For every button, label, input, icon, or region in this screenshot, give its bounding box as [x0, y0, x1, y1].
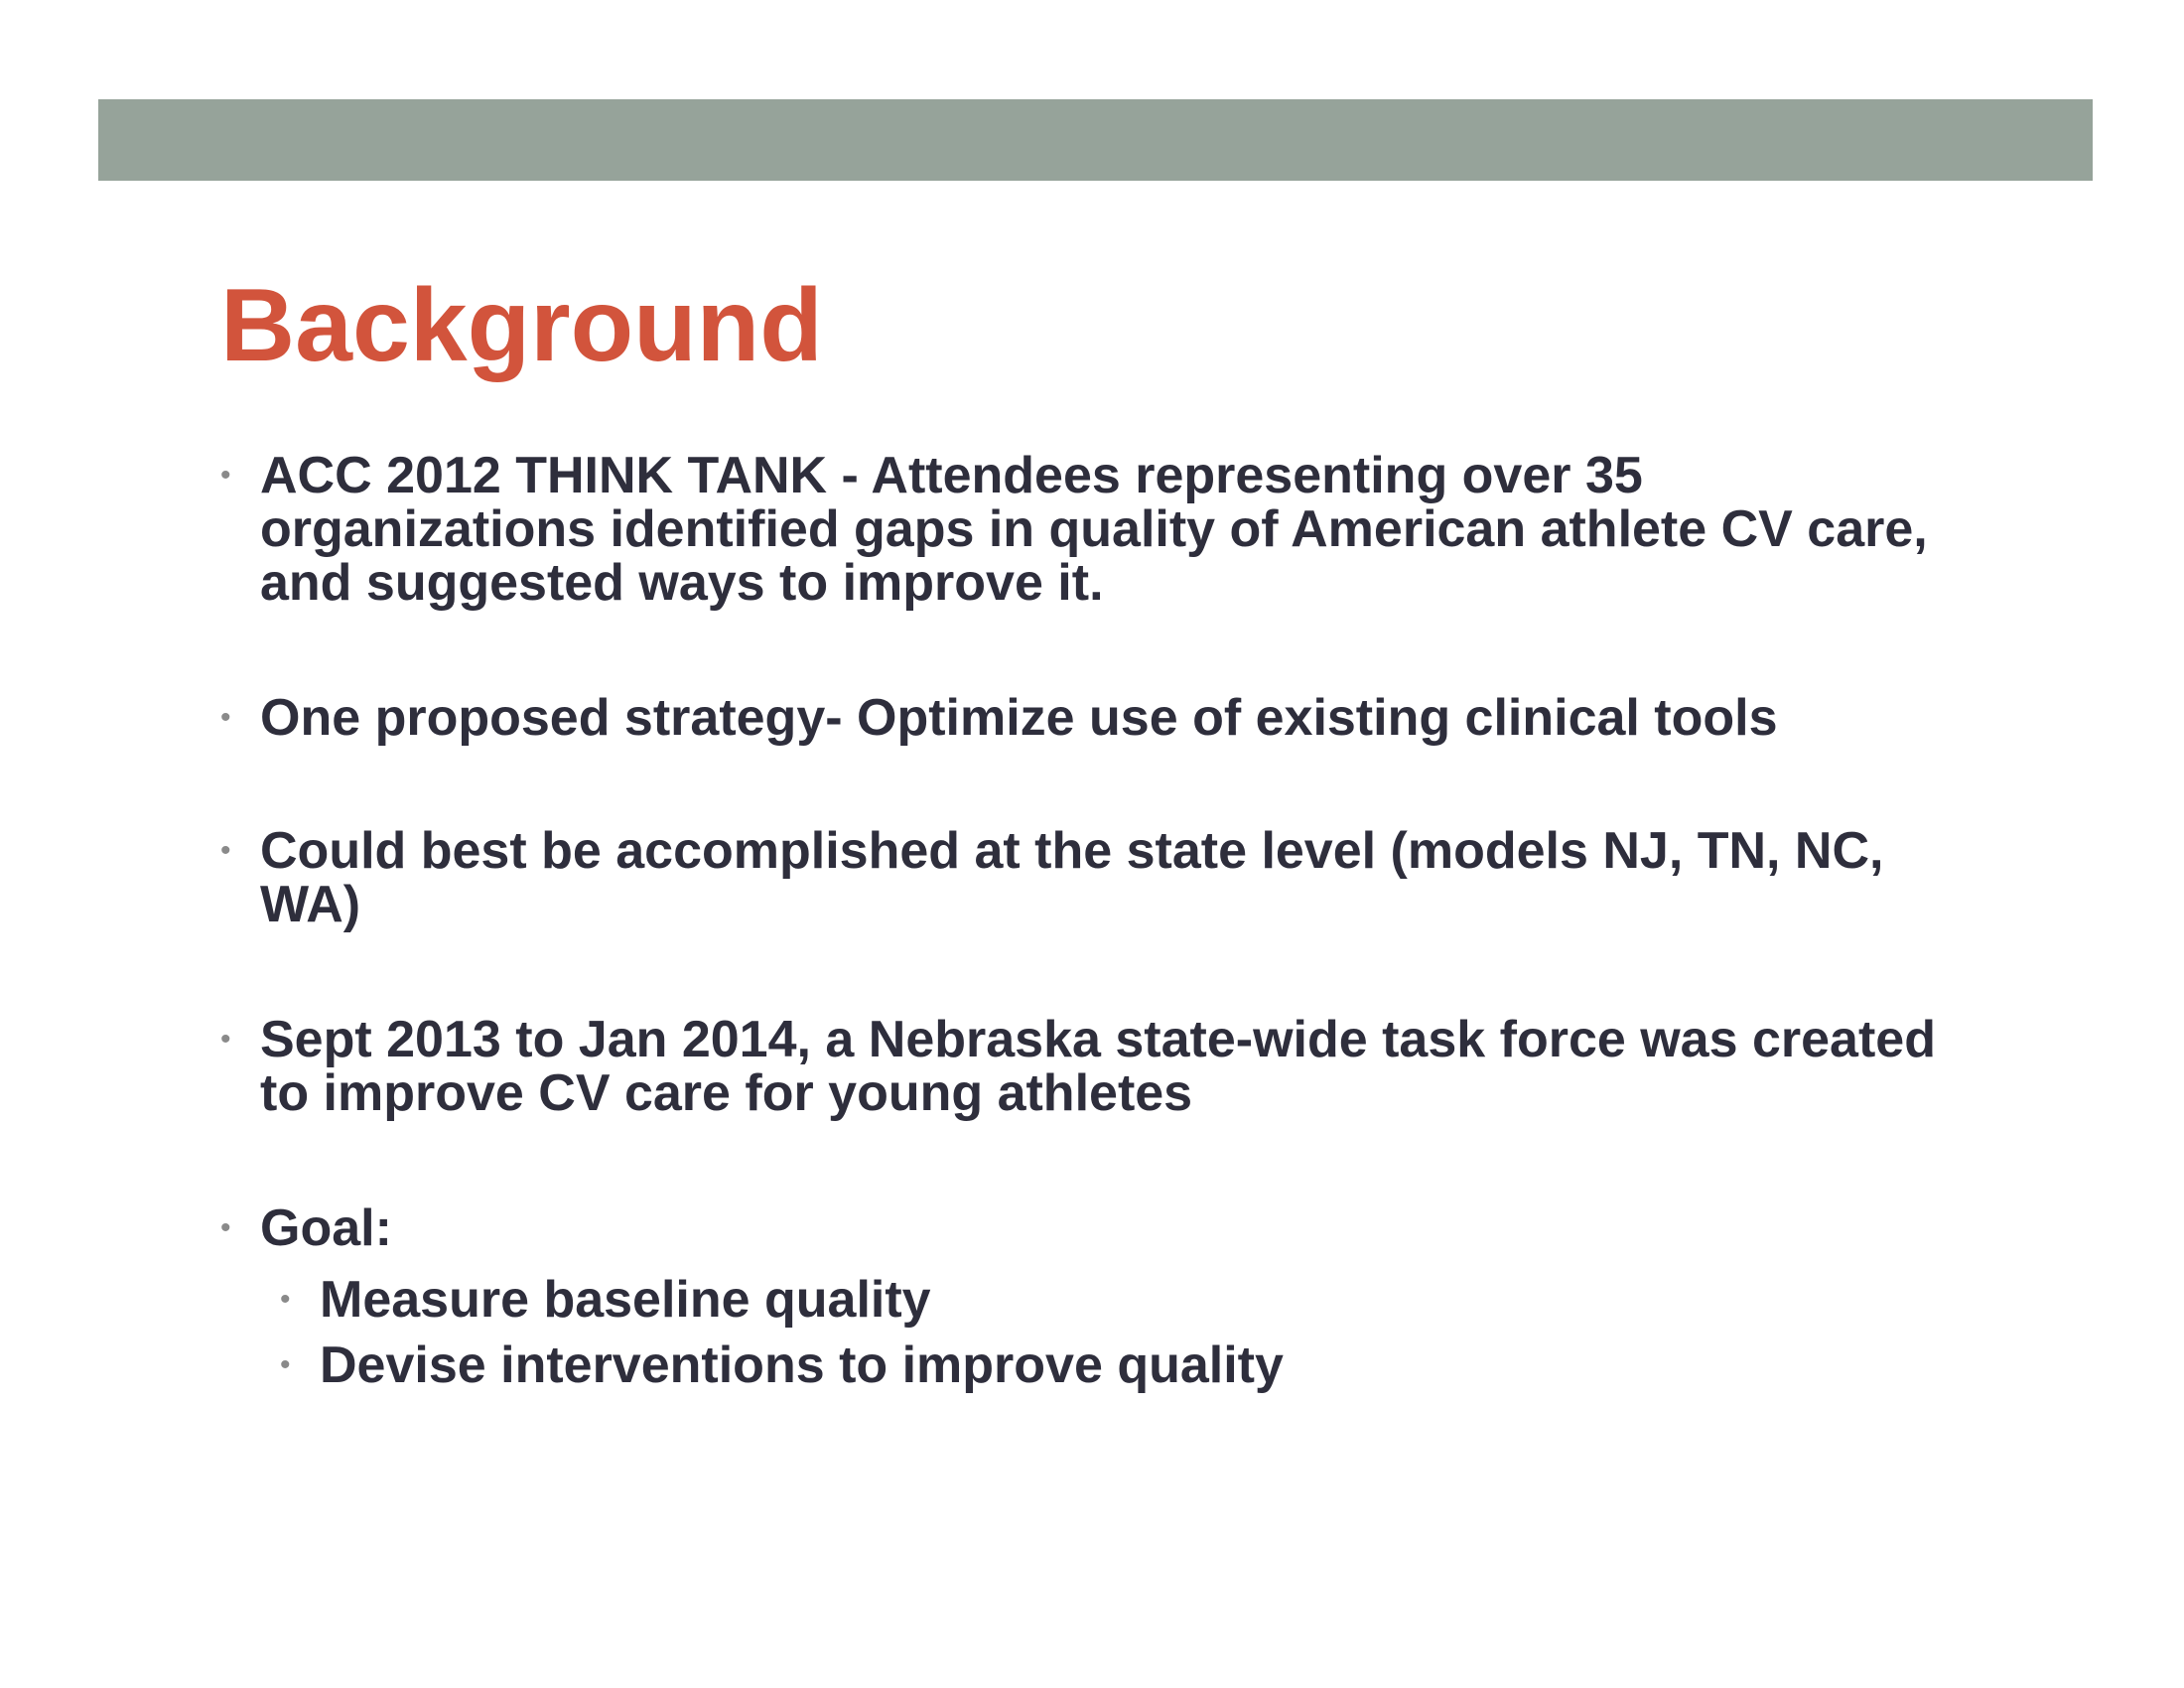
bullet-text: ACC 2012 THINK TANK - Attendees representing over 35 organizations identified gaps in quality of American athlete CV care, and suggested ways to improve it.: [260, 447, 1928, 612]
sub-bullet-dot-icon: •: [280, 1348, 291, 1381]
bullet-dot-icon: •: [220, 834, 231, 867]
sub-bullet-text: Devise interventions to improve quality: [320, 1336, 1284, 1394]
sub-bullet-dot-icon: •: [280, 1283, 291, 1316]
sub-bullet-text: Measure baseline quality: [320, 1271, 931, 1329]
bullet-item-goal: [220, 1201, 1968, 1398]
bullet-dot-icon: •: [220, 459, 231, 492]
bullet-item: [220, 824, 1968, 931]
bullet-item: [220, 1013, 1968, 1120]
bullet-text: Could best be accomplished at the state level (models NJ, TN, NC, WA): [260, 822, 1884, 933]
bullet-dot-icon: •: [220, 1023, 231, 1055]
bullet-text: One proposed strategy- Optimize use of existing clinical tools: [260, 689, 1778, 747]
bullet-item: [220, 691, 1968, 745]
sub-bullet-item: [280, 1333, 1968, 1398]
slide-title: Background: [220, 268, 823, 383]
bullet-item: [220, 449, 1968, 610]
bullet-text: Sept 2013 to Jan 2014, a Nebraska state-wide task force was created to improve CV care for young athletes: [260, 1011, 1936, 1122]
bullet-list: [220, 449, 1968, 1398]
bullet-dot-icon: •: [220, 701, 231, 734]
header-band: [98, 99, 2093, 181]
bullet-text: Goal:: [260, 1199, 392, 1257]
bullet-dot-icon: •: [220, 1211, 231, 1244]
sub-bullet-list: [260, 1267, 1968, 1398]
sub-bullet-item: [280, 1267, 1968, 1333]
